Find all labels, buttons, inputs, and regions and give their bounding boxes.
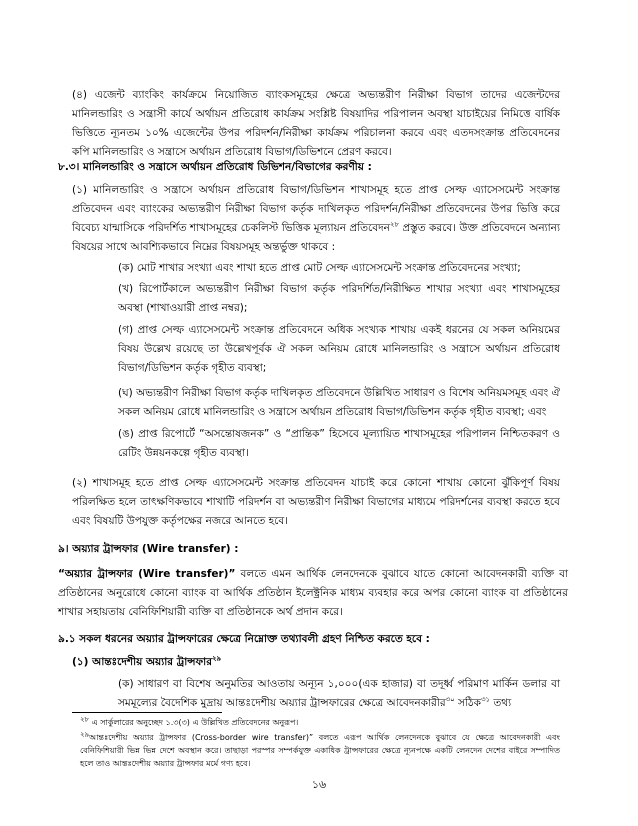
footnote-separator — [72, 712, 222, 713]
sub-9-1-ka-info: তথ্য — [490, 697, 512, 709]
sub-9-1-ka-correct: সঠিক — [454, 697, 481, 709]
section-8-3-heading: ৮.৩। মানিলন্ডারিং ও সন্ত্রাসে অর্থায়ন প্রতিরোধ ডিভিশন/বিভাগের করণীয় : — [58, 161, 372, 173]
definition-term: “অয়্যার ট্রান্সফার (Wire transfer)” — [58, 568, 236, 580]
section-9-1-heading: ৯.১ সকল ধরনের অয়্যার ট্রান্সফারের ক্ষেত্রে নিম্নোক্ত তথ্যাবলী গ্রহণ নিশ্চিত করতে হবে : — [58, 633, 430, 645]
section-9-heading: ৯। অয়্যার ট্রান্সফার (Wire transfer) : — [58, 543, 239, 555]
page-number: ১৬ — [311, 778, 327, 791]
footnote-ref-28: ২৮ — [389, 220, 399, 229]
sub-9-1-ka-text: (ক) সাধারণ বা বিশেষ অনুমতির আওতায় অন্যূন ১,০০০(এক হাজার) বা তদূর্ধ্ব পরিমাণ মার্কিন ডলার বা সমমূল্যের বৈদেশিক মুদ্রায় আন্তঃদেশীয় অয়্যার ট্রান্সফারের ক্ষেত্রে আবেদনকারীর — [118, 678, 560, 709]
wire-transfer-definition — [58, 565, 568, 622]
footnote-29-marker: ২৯ — [80, 730, 90, 739]
sub-item-ga: (গ) প্রাপ্ত সেল্ফ এ্যাসেসমেন্ট সংক্রান্ত প্রতিবেদনে অধিক সংখ্যক শাখায় একই ধরনের যে সকল অনিয়মের বিষয় উল্লেখ রয়েছে তা উল্লেখপূর্বক ঐ সকল অনিয়ম রোধে মানিলন্ডারিং ও সন্ত্রাসে অর্থায়ন প্রতিরোধ বিভাগ/ডিভিশন কর্তৃক গৃহীত ব্যবস্থা; — [118, 324, 560, 374]
definition-body: বলতে এমন আর্থিক লেনদেনকে বুঝাবে যাতে কোনো আবেদনকারী ব্যক্তি বা প্রতিষ্ঠানের অনুরোধে কোনো ব্যাংক বা আর্থিক প্রতিষ্ঠান ইলেক্ট্রনিক মাধ্যম ব্যবহার করে অপর কোনো ব্যাংক বা প্রতিষ্ঠানের শাখার সহায়তায় বেনিফিশিয়ারী ব্যক্তি বা প্রতিষ্ঠানকে অর্থ প্রদান করে। — [58, 568, 568, 618]
sub-9-1-ka — [118, 675, 560, 713]
item-1-paragraph — [72, 181, 560, 257]
footnote-ref-31: ৩১ — [480, 695, 491, 704]
item-1-text: (১) মানিলন্ডারিং ও সন্ত্রাসে অর্থায়ন প্রতিরোধ বিভাগ/ডিভিশন শাখাসমূহ হতে প্রাপ্ত সেল্ফ এ্যাসেসমেন্ট সংক্রান্ত প্রতিবেদন এবং ব্যাংকের অভ্যন্তরীণ নিরীক্ষা বিভাগ কর্তৃক দাখিলকৃত পরিদর্শন/নিরীক্ষা প্রতিবেদনের উপর ভিত্তি করে বিবেচ্য যান্মাসিকে পরিদর্শিত শাখাসমূহের চেকলিস্ট ভিত্তিক মূল্যায়ন প্রতিবেদন — [72, 184, 561, 234]
footnote-28 — [80, 716, 560, 729]
footnote-28-marker: ২৮ — [80, 715, 90, 724]
footnote-ref-29: ২৯ — [212, 654, 222, 663]
sub-item-ka: (ক) মোট শাখার সংখ্যা এবং শাখা হতে প্রাপ্ত মোট সেল্ফ এ্যাসেসমেন্ট সংক্রান্ত প্রতিবেদনের সংখ্যা; — [118, 262, 521, 274]
item-2-paragraph: (২) শাখাসমূহ হতে প্রাপ্ত সেল্ফ এ্যাসেসমেন্ট সংক্রান্ত প্রতিবেদন যাচাই করে কোনো শাখায় কোনো ঝুঁকিপূর্ণ বিষয় পরিলক্ষিত হলে তাৎক্ষণিকভাবে শাখাটি পরিদর্শন বা অভ্যন্তরীণ নিরীক্ষা বিভাগের মাধ্যমে পরিদর্শনের ব্যবস্থা করতে হবে এবং বিষয়টি উপযুক্ত কর্তৃপক্ষের নজরে আনতে হবে। — [72, 477, 560, 527]
footnote-28-text: এ সার্কুলারের অনুচ্ছেদ ১.৩(৩) এ উল্লিখিত প্রতিবেদনের অনুরূপ। — [89, 718, 299, 727]
footnote-ref-30: ৩০ — [445, 695, 455, 704]
footnote-29-text: আন্তঃদেশীয় অয়্যার ট্রান্সফার (Cross-border wire transfer)” বলতে এরূপ আর্থিক লেনদেনকে বুঝাবে যে ক্ষেত্রে আবেদনকারী এবং বেনিফিশিয়ারী ভিন্ন ভিন্ন দেশে অবস্থান করে। তাছাড়া পরস্পর সম্পর্কযুক্ত একাধিক ট্রান্সফারের ক্ষেত্রে ন্যূনপক্ষে একটি লেনদেন দেশের বাইরে সম্পাদিত হলে তাও আন্তঃদেশীয় অয়্যার ট্রান্সফার মর্মে গণ্য হবে। — [80, 733, 560, 768]
footnote-29 — [80, 731, 560, 770]
sub-item-umo: (ঙ) প্রাপ্ত রিপোর্টে “অসন্তোষজনক” ও “প্রান্তিক” হিসেবে মূল্যায়িত শাখাসমূহের পরিপালন নিশ্চিতকরণ ও রেটিং উন্নয়নকল্পে গৃহীত ব্যবস্থা। — [118, 428, 560, 459]
item-4-paragraph: (৪) এজেন্ট ব্যাংকিং কার্যক্রমে নিয়োজিত ব্যাংকসমূহের ক্ষেত্রে অভ্যন্তরীণ নিরীক্ষা বিভাগ তাদের এজেন্টদের মানিলন্ডারিং ও সন্ত্রাসী কার্যে অর্থায়ন প্রতিরোধ কার্যক্রম সংশ্লিষ্ট বিষয়াদির পরিপালন অবস্থা যাচাইয়ের নিমিত্তে বার্ষিক ভিত্তিতে ন্যূনতম ১০% এজেন্টের উপর পরিদর্শন/নিরীক্ষা কার্যক্রম পরিচালনা করবে এবং এতদসংক্রান্ত প্রতিবেদনের কপি মানিলন্ডারিং ও সন্ত্রাসে অর্থায়ন প্রতিরোধ বিভাগ/ডিভিশনে প্রেরণ করবে। — [72, 89, 560, 158]
item-1-tail: প্রস্তুত করবে। উক্ত প্রতিবেদনে অন্যান্য বিষয়ের সাথে আবশ্যিকভাবে নিম্নের বিষয়সমূহ অন্তর্ভুক্ত থাকবে : — [72, 222, 560, 253]
sub-item-kha: (খ) রিপোর্টকালে অভ্যন্তরীণ নিরীক্ষা বিভাগ কর্তৃক পরিদর্শিত/নিরীক্ষিত শাখার সংখ্যা এবং শাখাসমূহের অবস্থা (শাখাওয়ারী প্রাপ্ত নম্বর); — [118, 283, 560, 314]
sub-item-gha: (ঘ) অভ্যন্তরীণ নিরীক্ষা বিভাগ কর্তৃক দাখিলকৃত প্রতিবেদনে উল্লিখিত সাধারণ ও বিশেষ অনিয়মসমূহ এবং ঐ সকল অনিয়ম রোধে মানিলন্ডারিং ও সন্ত্রাসে অর্থায়ন প্রতিরোধ বিভাগ/ডিভিশন কর্তৃক গৃহীত ব্যবস্থা; এবং — [118, 387, 560, 418]
cross-border-label: (১) আন্তঃদেশীয় অয়্যার ট্রান্সফার — [72, 656, 212, 668]
cross-border-subheading — [72, 653, 472, 672]
